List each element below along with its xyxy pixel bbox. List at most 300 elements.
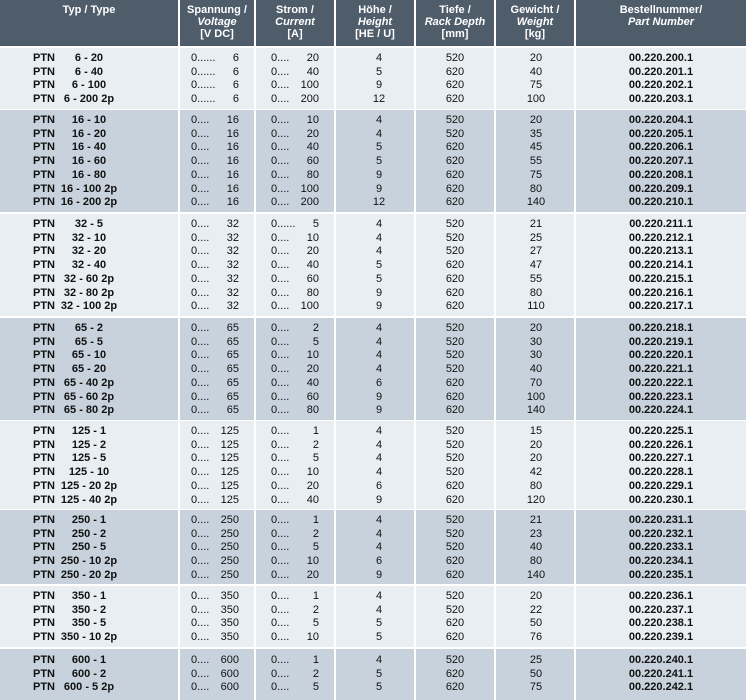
series-cell: PTN: [33, 114, 55, 126]
current-range-start: 0....: [271, 231, 290, 244]
part-number-cell: 00.220.213.1: [628, 245, 694, 258]
current-value: 1: [312, 514, 319, 526]
type-cell: 250 - 1: [71, 514, 107, 526]
height-cell: 9: [375, 568, 383, 581]
depth-cell: 620: [445, 617, 465, 630]
series-cell: PTN: [33, 438, 55, 451]
series-cell: PTN: [33, 300, 55, 313]
series-cell: PTN: [33, 654, 55, 666]
table-row: [0, 528, 746, 542]
table-row: [0, 590, 746, 604]
series-cell: PTN: [33, 231, 55, 244]
table-row: [0, 300, 746, 314]
type-cell: 250 - 10 2p: [60, 555, 118, 568]
height-cell: 4: [375, 438, 383, 451]
voltage-value: 250: [220, 527, 239, 540]
table-row: [0, 617, 746, 631]
weight-cell: 15: [529, 425, 543, 437]
type-cell: 16 - 200 2p: [60, 196, 118, 209]
type-cell: 125 - 2: [71, 438, 107, 451]
current-range-start: 0....: [271, 245, 290, 258]
type-cell: 6 - 200 2p: [63, 93, 115, 106]
voltage-value: 16: [226, 155, 239, 168]
voltage-value: 32: [226, 286, 239, 299]
header-depth-en: Rack Depth: [424, 16, 486, 28]
header-depth: [416, 0, 494, 46]
part-number-cell: 00.220.239.1: [628, 631, 694, 644]
table-row: [0, 466, 746, 480]
depth-cell: 620: [445, 79, 465, 92]
voltage-range-start: 0....: [191, 272, 210, 285]
height-cell: 4: [375, 335, 383, 348]
height-cell: 5: [375, 617, 383, 630]
table-row: [0, 79, 746, 93]
series-cell: PTN: [33, 667, 55, 680]
header-part-en: Part Number: [627, 16, 695, 28]
header-part-de: Bestellnummer/: [619, 4, 703, 16]
type-cell: 16 - 60: [71, 155, 107, 168]
current-range-start: 0....: [271, 93, 290, 106]
weight-cell: 22: [529, 603, 543, 616]
voltage-value: 125: [220, 466, 239, 479]
table-row: [0, 66, 746, 80]
current-range-start: 0....: [271, 541, 290, 554]
type-cell: 350 - 1: [71, 590, 107, 602]
current-value: 5: [312, 218, 319, 230]
weight-cell: 80: [529, 479, 543, 492]
height-cell: 5: [375, 65, 383, 78]
voltage-range-start: 0....: [191, 541, 210, 554]
voltage-range-start: 0....: [191, 654, 210, 666]
series-cell: PTN: [33, 466, 55, 479]
current-range-start: 0....: [271, 654, 290, 666]
current-value: 80: [306, 404, 319, 417]
depth-cell: 520: [445, 452, 465, 465]
current-value: 100: [300, 79, 319, 92]
table-row: [0, 425, 746, 439]
weight-cell: 75: [529, 79, 543, 92]
height-cell: 4: [375, 603, 383, 616]
voltage-range-start: 0....: [191, 681, 210, 694]
current-range-start: 0....: [271, 466, 290, 479]
voltage-value: 32: [226, 231, 239, 244]
current-range-start: 0....: [271, 425, 290, 437]
height-cell: 4: [375, 363, 383, 376]
table-row: [0, 218, 746, 232]
height-cell: 9: [375, 493, 383, 506]
series-cell: PTN: [33, 182, 55, 195]
voltage-range-start: 0....: [191, 568, 210, 581]
depth-cell: 520: [445, 127, 465, 140]
table-row: [0, 377, 746, 391]
table-row: [0, 155, 746, 169]
voltage-range-start: 0....: [191, 363, 210, 376]
series-cell: PTN: [33, 514, 55, 526]
height-cell: 9: [375, 300, 383, 313]
weight-cell: 20: [529, 590, 543, 602]
header-height-de: Höhe /: [358, 4, 392, 16]
weight-cell: 70: [529, 376, 543, 389]
current-range-start: 0....: [271, 300, 290, 313]
current-value: 20: [306, 363, 319, 376]
voltage-range-start: 0....: [191, 231, 210, 244]
voltage-value: 350: [220, 631, 239, 644]
voltage-range-start: 0....: [191, 452, 210, 465]
part-number-cell: 00.220.224.1: [628, 404, 694, 417]
current-value: 1: [312, 590, 319, 602]
series-cell: PTN: [33, 79, 55, 92]
series-cell: PTN: [33, 376, 55, 389]
weight-cell: 80: [529, 182, 543, 195]
weight-cell: 140: [526, 196, 546, 209]
type-cell: 250 - 20 2p: [60, 568, 118, 581]
height-cell: 5: [375, 272, 383, 285]
voltage-value: 350: [220, 603, 239, 616]
voltage-value: 125: [220, 438, 239, 451]
type-cell: 65 - 80 2p: [63, 404, 115, 417]
table-row: [0, 631, 746, 645]
series-cell: PTN: [33, 196, 55, 209]
depth-cell: 620: [445, 286, 465, 299]
weight-cell: 40: [529, 65, 543, 78]
weight-cell: 140: [526, 404, 546, 417]
height-cell: 4: [375, 466, 383, 479]
series-cell: PTN: [33, 568, 55, 581]
height-cell: 5: [375, 631, 383, 644]
weight-cell: 50: [529, 667, 543, 680]
weight-cell: 40: [529, 363, 543, 376]
voltage-value: 125: [220, 425, 239, 437]
depth-cell: 520: [445, 541, 465, 554]
type-cell: 32 - 40: [71, 259, 107, 272]
type-cell: 65 - 2: [74, 322, 104, 334]
depth-cell: 620: [445, 568, 465, 581]
voltage-value: 65: [226, 335, 239, 348]
header-weight-unit: [kg]: [524, 28, 546, 40]
header-typ-label: Typ / Type: [62, 4, 116, 16]
series-cell: PTN: [33, 218, 55, 230]
depth-cell: 520: [445, 322, 465, 334]
depth-cell: 620: [445, 404, 465, 417]
current-value: 20: [306, 52, 319, 64]
series-cell: PTN: [33, 631, 55, 644]
height-cell: 12: [372, 196, 386, 209]
weight-cell: 100: [526, 93, 546, 106]
current-range-start: 0....: [271, 390, 290, 403]
weight-cell: 20: [529, 438, 543, 451]
depth-cell: 620: [445, 300, 465, 313]
series-cell: PTN: [33, 272, 55, 285]
series-cell: PTN: [33, 590, 55, 602]
current-range-start: 0....: [271, 376, 290, 389]
type-cell: 125 - 40 2p: [60, 493, 118, 506]
voltage-value: 16: [226, 196, 239, 209]
current-value: 40: [306, 141, 319, 154]
current-range-start: 0....: [271, 322, 290, 334]
current-range-start: 0....: [271, 363, 290, 376]
depth-cell: 520: [445, 245, 465, 258]
current-range-start: 0....: [271, 286, 290, 299]
series-cell: PTN: [33, 127, 55, 140]
header-weight-en: Weight: [516, 16, 554, 28]
depth-cell: 620: [445, 631, 465, 644]
table-row: [0, 169, 746, 183]
depth-cell: 520: [445, 349, 465, 362]
current-value: 2: [312, 438, 319, 451]
type-cell: 600 - 5 2p: [63, 681, 115, 694]
series-cell: PTN: [33, 425, 55, 437]
current-range-start: 0....: [271, 114, 290, 126]
current-value: 100: [300, 300, 319, 313]
part-number-cell: 00.220.241.1: [628, 667, 694, 680]
part-number-cell: 00.220.221.1: [628, 363, 694, 376]
current-value: 2: [312, 667, 319, 680]
type-cell: 125 - 20 2p: [60, 479, 118, 492]
current-value: 2: [312, 603, 319, 616]
table-row: [0, 604, 746, 618]
part-number-cell: 00.220.202.1: [628, 79, 694, 92]
weight-cell: 45: [529, 141, 543, 154]
current-value: 60: [306, 390, 319, 403]
height-cell: 6: [375, 479, 383, 492]
voltage-value: 250: [220, 541, 239, 554]
weight-cell: 140: [526, 568, 546, 581]
current-value: 1: [312, 654, 319, 666]
series-cell: PTN: [33, 390, 55, 403]
current-range-start: 0....: [271, 155, 290, 168]
depth-cell: 520: [445, 514, 465, 526]
type-cell: 32 - 80 2p: [63, 286, 115, 299]
type-cell: 125 - 1: [71, 425, 107, 437]
part-number-cell: 00.220.242.1: [628, 681, 694, 694]
type-cell: 65 - 20: [71, 363, 107, 376]
current-range-start: 0....: [271, 79, 290, 92]
part-number-cell: 00.220.220.1: [628, 349, 694, 362]
voltage-value: 600: [220, 654, 239, 666]
voltage-range-start: 0....: [191, 425, 210, 437]
current-range-start: 0....: [271, 493, 290, 506]
depth-cell: 620: [445, 196, 465, 209]
voltage-value: 16: [226, 127, 239, 140]
voltage-range-start: 0....: [191, 390, 210, 403]
weight-cell: 30: [529, 335, 543, 348]
voltage-value: 6: [232, 65, 239, 78]
voltage-value: 32: [226, 218, 239, 230]
voltage-value: 16: [226, 114, 239, 126]
current-value: 200: [300, 93, 319, 106]
height-cell: 4: [375, 527, 383, 540]
header-part-number: [576, 0, 746, 46]
header-depth-unit: [mm]: [441, 28, 469, 40]
current-value: 5: [312, 335, 319, 348]
table-row: [0, 196, 746, 210]
voltage-value: 32: [226, 245, 239, 258]
voltage-range-start: 0....: [191, 667, 210, 680]
current-range-start: 0....: [271, 259, 290, 272]
current-range-start: 0....: [271, 335, 290, 348]
table-row: [0, 93, 746, 107]
series-cell: PTN: [33, 93, 55, 106]
weight-cell: 21: [529, 514, 543, 526]
current-range-start: 0......: [271, 218, 296, 230]
current-value: 60: [306, 155, 319, 168]
part-number-cell: 00.220.237.1: [628, 603, 694, 616]
part-number-cell: 00.220.206.1: [628, 141, 694, 154]
table-row: [0, 480, 746, 494]
current-value: 5: [312, 452, 319, 465]
table-row: [0, 349, 746, 363]
height-cell: 4: [375, 218, 383, 230]
current-range-start: 0....: [271, 667, 290, 680]
weight-cell: 42: [529, 466, 543, 479]
weight-cell: 55: [529, 155, 543, 168]
part-number-cell: 00.220.227.1: [628, 452, 694, 465]
depth-cell: 520: [445, 425, 465, 437]
voltage-range-start: 0....: [191, 168, 210, 181]
height-cell: 4: [375, 654, 383, 666]
voltage-value: 250: [220, 555, 239, 568]
current-range-start: 0....: [271, 141, 290, 154]
voltage-value: 125: [220, 479, 239, 492]
height-cell: 4: [375, 127, 383, 140]
height-cell: 4: [375, 231, 383, 244]
type-cell: 125 - 10: [68, 466, 110, 479]
current-value: 2: [312, 322, 319, 334]
voltage-range-start: 0....: [191, 555, 210, 568]
current-value: 20: [306, 479, 319, 492]
voltage-range-start: 0....: [191, 527, 210, 540]
voltage-range-start: 0....: [191, 376, 210, 389]
voltage-value: 250: [220, 514, 239, 526]
current-value: 10: [306, 555, 319, 568]
current-range-start: 0....: [271, 196, 290, 209]
table-row: [0, 514, 746, 528]
type-cell: 32 - 10: [71, 231, 107, 244]
height-cell: 6: [375, 376, 383, 389]
header-weight: [496, 0, 574, 46]
series-cell: PTN: [33, 603, 55, 616]
table-row: [0, 336, 746, 350]
voltage-range-start: 0......: [191, 52, 216, 64]
depth-cell: 520: [445, 335, 465, 348]
part-number-cell: 00.220.226.1: [628, 438, 694, 451]
depth-cell: 620: [445, 390, 465, 403]
current-range-start: 0....: [271, 349, 290, 362]
part-number-cell: 00.220.232.1: [628, 527, 694, 540]
weight-cell: 110: [527, 300, 545, 313]
series-cell: PTN: [33, 541, 55, 554]
part-number-cell: 00.220.238.1: [628, 617, 694, 630]
voltage-range-start: 0....: [191, 141, 210, 154]
voltage-value: 65: [226, 322, 239, 334]
current-range-start: 0....: [271, 555, 290, 568]
height-cell: 5: [375, 259, 383, 272]
voltage-value: 16: [226, 141, 239, 154]
part-number-cell: 00.220.234.1: [628, 555, 694, 568]
table-row: [0, 681, 746, 695]
table-row: [0, 494, 746, 508]
table-row: [0, 114, 746, 128]
voltage-range-start: 0....: [191, 631, 210, 644]
part-number-cell: 00.220.240.1: [628, 654, 694, 666]
table-row: [0, 363, 746, 377]
part-number-cell: 00.220.218.1: [628, 322, 694, 334]
type-cell: 600 - 2: [71, 667, 107, 680]
height-cell: 4: [375, 322, 383, 334]
depth-cell: 520: [445, 654, 465, 666]
header-voltage-de: Spannung /: [187, 4, 247, 16]
current-range-start: 0....: [271, 127, 290, 140]
table-row: [0, 259, 746, 273]
current-value: 20: [306, 568, 319, 581]
table-row: [0, 245, 746, 259]
part-number-cell: 00.220.205.1: [628, 127, 694, 140]
voltage-range-start: 0....: [191, 514, 210, 526]
height-cell: 4: [375, 52, 383, 64]
voltage-value: 32: [226, 272, 239, 285]
voltage-value: 350: [220, 590, 239, 602]
voltage-range-start: 0....: [191, 196, 210, 209]
depth-cell: 520: [445, 363, 465, 376]
current-value: 10: [306, 631, 319, 644]
height-cell: 5: [375, 681, 383, 694]
part-number-cell: 00.220.216.1: [628, 286, 694, 299]
table-row: [0, 404, 746, 418]
voltage-range-start: 0....: [191, 438, 210, 451]
current-range-start: 0....: [271, 590, 290, 602]
type-cell: 6 - 100: [71, 79, 107, 92]
type-cell: 32 - 100 2p: [60, 300, 118, 313]
voltage-value: 65: [226, 349, 239, 362]
table-row: [0, 391, 746, 405]
type-cell: 600 - 1: [71, 654, 107, 666]
current-range-start: 0....: [271, 568, 290, 581]
header-voltage-en: Voltage: [197, 16, 237, 28]
current-value: 80: [306, 286, 319, 299]
part-number-cell: 00.220.204.1: [628, 114, 694, 126]
voltage-value: 32: [226, 300, 239, 313]
table-row: [0, 52, 746, 66]
voltage-value: 125: [220, 452, 239, 465]
series-cell: PTN: [33, 65, 55, 78]
part-number-cell: 00.220.208.1: [628, 168, 694, 181]
depth-cell: 620: [445, 272, 465, 285]
current-range-start: 0....: [271, 182, 290, 195]
part-number-cell: 00.220.207.1: [628, 155, 694, 168]
voltage-range-start: 0....: [191, 127, 210, 140]
type-cell: 16 - 80: [71, 168, 107, 181]
height-cell: 4: [375, 590, 383, 602]
current-value: 200: [300, 196, 319, 209]
height-cell: 4: [375, 425, 383, 437]
depth-cell: 520: [445, 231, 465, 244]
header-current: [256, 0, 334, 46]
height-cell: 5: [375, 141, 383, 154]
voltage-value: 125: [220, 493, 239, 506]
current-value: 5: [312, 541, 319, 554]
weight-cell: 23: [529, 527, 543, 540]
voltage-value: 600: [220, 681, 239, 694]
type-cell: 16 - 40: [71, 141, 107, 154]
voltage-range-start: 0....: [191, 590, 210, 602]
weight-cell: 80: [529, 555, 543, 568]
table-row: [0, 541, 746, 555]
header-depth-de: Tiefe /: [439, 4, 471, 16]
voltage-range-start: 0....: [191, 335, 210, 348]
depth-cell: 620: [445, 141, 465, 154]
table-row: [0, 322, 746, 336]
voltage-value: 250: [220, 568, 239, 581]
